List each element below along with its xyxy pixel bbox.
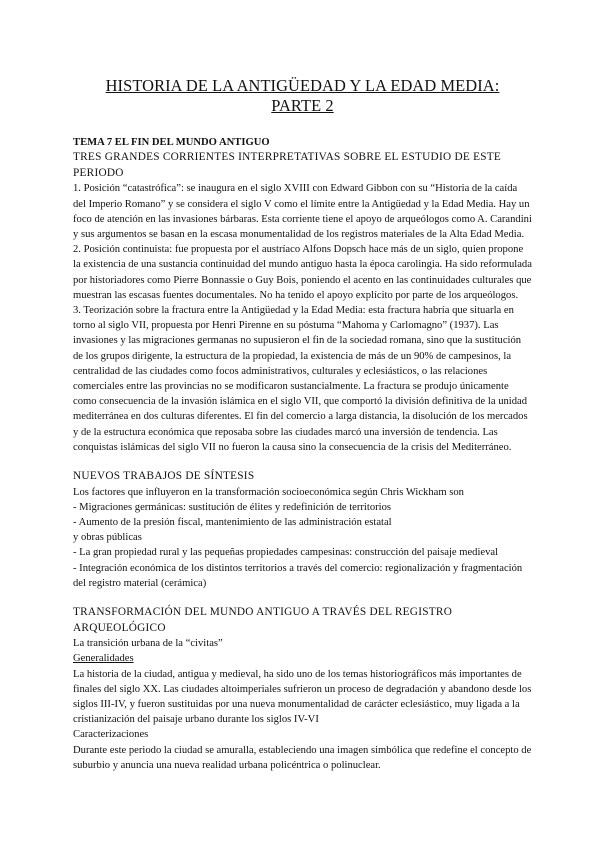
title-line-2: PARTE 2: [271, 96, 334, 115]
section-1-paragraph-3: 3. Teorización sobre la fractura entre la Antigüedad y la Edad Media: esta fractura habría que situarla en torno al siglo VII, propuesta por Henri Pirenne en su póstuma “Mahoma y Carlomagno” (1937). Las invasiones y las migraciones germanas no supusieron el fin de la sociedad romana, sino que la sustitución de los grupos dirigente, la estructura de la propiedad, la existencia de más de un 90% de campesinos, la centralidad de las ciudades como focos administrativos, culturales y eclesiásticos, o las relaciones comerciales entre las provincias no se modificaron sustancialmente. La fractura se produjo únicamente como consecuencia de la invasión islámica en el siglo VII, que comportó la división definitiva de la unidad mediterránea en dos culturas diferentes. El fin del comercio a larga distancia, la disolución de los mercados y de la estructura económica que reposaba sobre las ciudades marcó una inversión de tendencia. Las conquistas islámicas del siglo VII no fueron la causa sino la consecuencia de la crisis del Mediterráneo.: [73, 305, 528, 453]
section-1-heading: TRES GRANDES CORRIENTES INTERPRETATIVAS SOBRE EL ESTUDIO DE ESTE PERIODO: [73, 151, 502, 179]
section-2-heading: NUEVOS TRABAJOS DE SÍNTESIS: [73, 470, 255, 483]
spacer: [73, 455, 532, 469]
section-3-heading: TRANSFORMACIÓN DEL MUNDO ANTIGUO A TRAVÉS DEL REGISTRO ARQUEOLÓGICO: [73, 606, 453, 634]
title-line-1: HISTORIA DE LA ANTIGÜEDAD Y LA EDAD MEDIA:: [105, 76, 500, 95]
list-item: - Aumento de la presión fiscal, mantenimiento de las administración estatal: [73, 517, 392, 529]
list-item: - Migraciones germánicas: sustitución de élites y redefinición de territorios: [73, 501, 392, 513]
section-3-paragraph-1: La historia de la ciudad, antigua y medieval, ha sido uno de los temas historiográficos más importantes de finales del siglo XX. Las ciudades altoimperiales sufrieron un proceso de degradación y abandono desde los siglos III-IV, y fueron sustituidas por una nueva monumentalidad de carácter eclesiástico, muy ligada a la cristianización del paisaje urbano durante los siglos IV-VI: [73, 668, 532, 726]
spacer: [73, 591, 532, 605]
section-1-paragraph-1: 1. Posición “catastrófica”: se inaugura en el siglo XVIII con Edward Gibbon con su “Historia de la caída del Imperio Romano” y se considera el siglo V como el límite entre la Antigüedad y la Edad Media. Hay un foco de atención en las invasiones bárbaras. Esta corriente tiene el apoyo de arqueólogos como A. Carandini y sus argumentos se basan en la escasa monumentalidad de los registros materiales de la Alta Edad Media.: [73, 183, 532, 240]
section-3-subheading: La transición urbana de la “civitas”: [73, 638, 223, 650]
list-item: y obras públicas: [73, 532, 142, 544]
list-item: - Integración económica de los distintos territorios a través del comercio: regionalización y fragmentación del registro material (cerámica): [73, 562, 523, 589]
document-title: [73, 76, 532, 116]
section-1-paragraph-2: 2. Posición continuista: fue propuesta por el austríaco Alfons Dopsch hace más de un siglo, quien propone la existencia de una sustancia continuidad del mundo antiguo hasta la época carolingia. Ha sido reformulada por historiadores como Pierre Bonnassie o Guy Bois, poniendo el acento en las continuidades culturales que muestran las escasas fuentes documentales. No ha tenido el apoyo explícito por parte de los arqueólogos.: [73, 244, 532, 301]
list-item: - La gran propiedad rural y las pequeñas propiedades campesinas: construcción del paisaje medieval: [73, 547, 499, 559]
section-2-intro: Los factores que influyeron en la transformación socioeconómica según Chris Wickham son: [73, 486, 464, 498]
caracterizaciones-label: Caracterizaciones: [73, 729, 149, 741]
section-3-paragraph-2: Durante este periodo la ciudad se amuralla, estableciendo una imagen simbólica que redefine el concepto de suburbio y anuncia una nueva realidad urbana policéntrica o polinuclear.: [73, 744, 532, 771]
tema-heading: TEMA 7 EL FIN DEL MUNDO ANTIGUO: [73, 137, 270, 148]
generalidades-label: Generalidades: [73, 653, 134, 665]
